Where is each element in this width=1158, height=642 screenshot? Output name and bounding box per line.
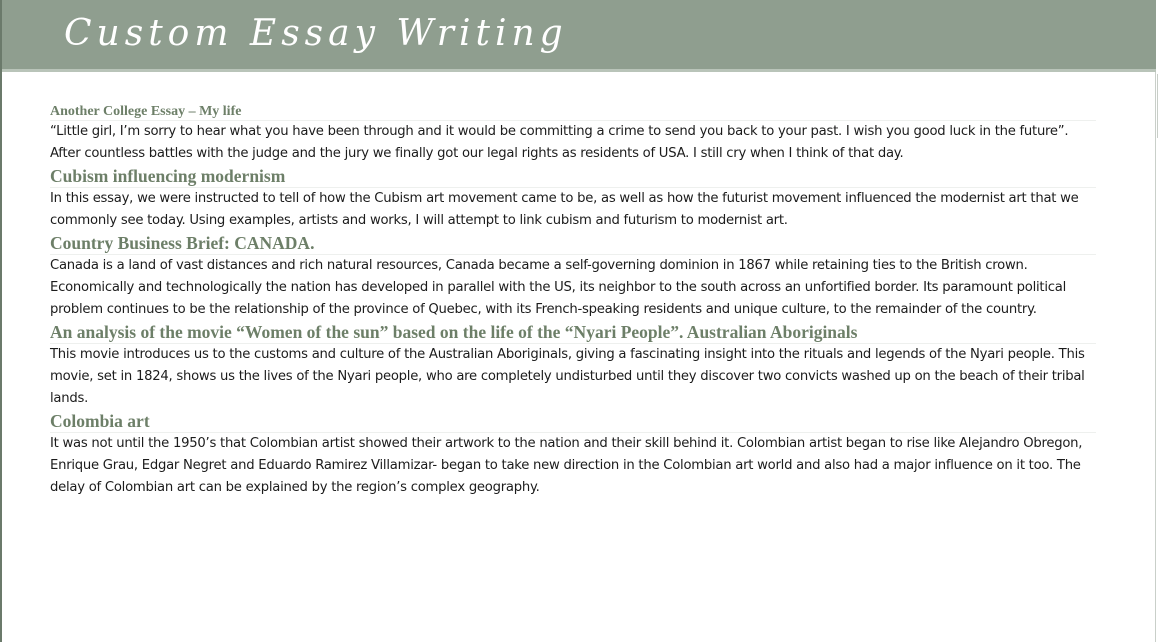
article-excerpt: It was not until the 1950’s that Colombian artist showed their artwork to the nation and their skill behind it. Colombian artist began to rise like Alejandro Obregon, Enrique Grau, Edgar Negret and Eduardo Ramirez Villamizar- began to take new direction in the Colombian art world and also had a major influence on it too. The delay of Colombian art can be explained by the region’s complex geography. (50, 436, 1083, 495)
article-title-link[interactable]: Another College Essay – My life (50, 103, 1096, 121)
site-title[interactable]: Custom Essay Writing (64, 13, 568, 54)
article-title-link[interactable]: Country Business Brief: CANADA. (50, 232, 1096, 255)
article-excerpt: In this essay, we were instructed to tell of how the Cubism art movement came to be, as well as how the futurist movement influenced the modernist art that we commonly see today. Using examples, artists and works, I will attempt to link cubism and futurism to modernist art. (50, 191, 1079, 228)
article-excerpt: “Little girl, I’m sorry to hear what you have been through and it would be committing a crime to send you back to your past. I wish you good luck in the future”. After countless battles with the judge and the jury we finally got our legal rights as residents of USA. I still cry when I think of that day. (50, 124, 1069, 161)
article-item (50, 103, 1096, 165)
article-excerpt: This movie introduces us to the customs and culture of the Australian Aboriginals, giving a fascinating insight into the rituals and legends of the Nyari people. This movie, set in 1824, shows us the lives of the Nyari people, who are completely undisturbed until they discover two convicts washed up on the beach of their tribal lands. (50, 347, 1085, 406)
article-title-link[interactable]: Cubism influencing modernism (50, 165, 1096, 188)
article-item (50, 321, 1096, 410)
article-excerpt: Canada is a land of vast distances and rich natural resources, Canada became a self-governing dominion in 1867 while retaining ties to the British crown. Economically and technologically the nation has developed in parallel with the US, its neighbor to the south across an unfortified border. Its paramount political problem continues to be the relationship of the province of Quebec, with its French-speaking residents and unique culture, to the remainder of the country. (50, 258, 1067, 317)
article-title-link[interactable]: An analysis of the movie “Women of the sun” based on the life of the “Nyari People”. Australian Aboriginals (50, 321, 1096, 344)
article-item (50, 165, 1096, 232)
article-title-link[interactable]: Colombia art (50, 410, 1096, 433)
article-list (50, 103, 1096, 499)
article-item (50, 232, 1096, 321)
site-header (2, 0, 1156, 72)
article-item (50, 410, 1096, 499)
